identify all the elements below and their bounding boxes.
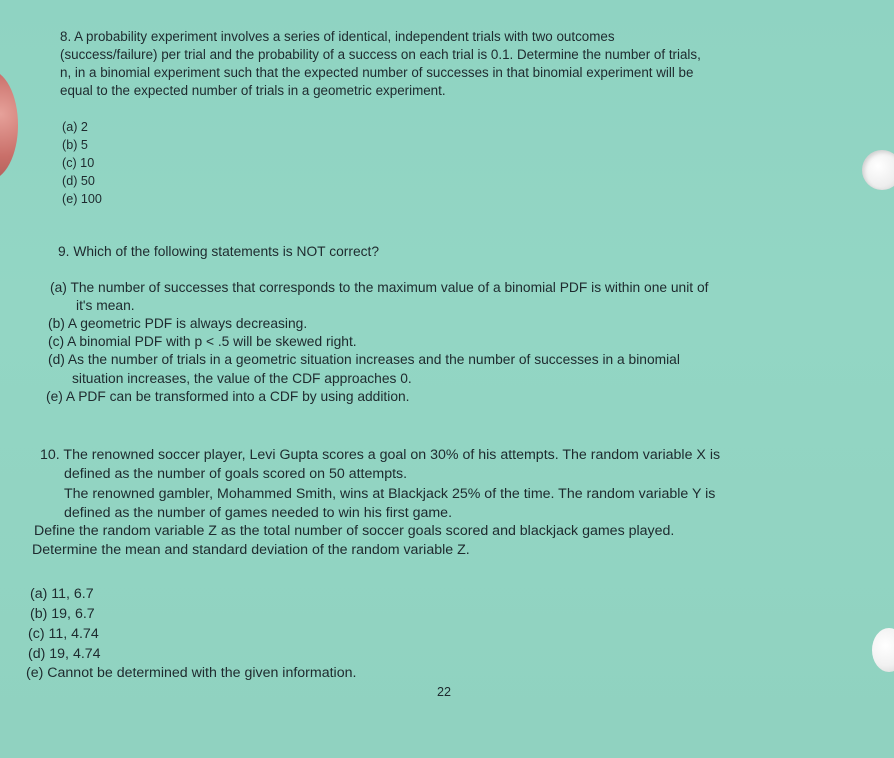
- q10-option-c: (c) 11, 4.74: [28, 626, 99, 642]
- q10-option-d: (d) 19, 4.74: [28, 646, 101, 662]
- q9-question: 9. Which of the following statements is NOT correct?: [58, 244, 380, 259]
- q9-option-b: (b) A geometric PDF is always decreasing.: [48, 316, 308, 331]
- q8-option-c: (c) 10: [62, 156, 95, 170]
- q10-line-1: 10. The renowned soccer player, Levi Gupta scores a goal on 30% of his attempts. The random variable X is: [40, 447, 721, 463]
- q9-option-d-cont: situation increases, the value of the CDF approaches 0.: [72, 371, 412, 386]
- q10-option-b: (b) 19, 6.7: [30, 606, 95, 622]
- q8-option-d: (d) 50: [62, 174, 95, 188]
- q10-line-3: The renowned gambler, Mohammed Smith, wins at Blackjack 25% of the time. The random variable Y is: [64, 486, 716, 502]
- q9-option-e: (e) A PDF can be transformed into a CDF by using addition.: [46, 389, 410, 404]
- q10-line-2: defined as the number of goals scored on 50 attempts.: [64, 466, 408, 482]
- q8-line-3: n, in a binomial experiment such that the expected number of successes in that binomial experiment will be: [60, 65, 694, 80]
- q10-line-5: Define the random variable Z as the total number of soccer goals scored and blackjack games played.: [34, 523, 675, 539]
- page-number: 22: [437, 685, 452, 699]
- q8-option-a: (a) 2: [62, 120, 88, 134]
- binder-hole-top: [862, 150, 894, 190]
- q10-option-a: (a) 11, 6.7: [30, 586, 94, 602]
- q10-option-e: (e) Cannot be determined with the given information.: [26, 665, 357, 681]
- q9-option-c: (c) A binomial PDF with p < .5 will be skewed right.: [48, 334, 357, 349]
- q9-option-d: (d) As the number of trials in a geometric situation increases and the number of successes in a binomial: [48, 352, 680, 367]
- q9-option-a-cont: it's mean.: [76, 298, 135, 313]
- q8-line-2: (success/failure) per trial and the probability of a success on each trial is 0.1. Determine the number of trials,: [60, 47, 701, 62]
- q8-option-e: (e) 100: [62, 192, 102, 206]
- q9-option-a: (a) The number of successes that corresponds to the maximum value of a binomial PDF is within one unit of: [50, 280, 709, 295]
- binder-hole-bottom: [872, 628, 894, 672]
- q8-line-4: equal to the expected number of trials in a geometric experiment.: [60, 83, 446, 98]
- q8-line-1: 8. A probability experiment involves a series of identical, independent trials with two outcomes: [60, 29, 615, 44]
- finger-thumb-photo: [0, 70, 18, 180]
- q8-option-b: (b) 5: [62, 138, 88, 152]
- q10-line-6: Determine the mean and standard deviation of the random variable Z.: [32, 542, 470, 558]
- q10-line-4: defined as the number of games needed to win his first game.: [64, 505, 453, 521]
